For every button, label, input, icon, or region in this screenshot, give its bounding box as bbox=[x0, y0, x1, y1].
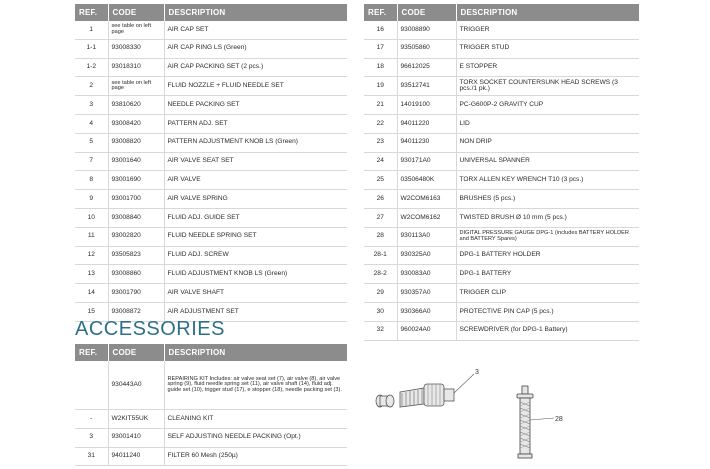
table-row bbox=[75, 152, 347, 171]
code-cell: 94011240 bbox=[108, 447, 164, 466]
description-cell: DPG-1 BATTERY bbox=[456, 265, 639, 284]
ref-cell: 19 bbox=[364, 77, 397, 96]
ref-cell: 24 bbox=[364, 152, 397, 171]
table-row bbox=[364, 246, 639, 265]
ref-cell: 31 bbox=[75, 447, 108, 466]
ref-cell: 1-2 bbox=[75, 58, 108, 77]
code-cell: 94011230 bbox=[397, 133, 456, 152]
ref-cell: 9 bbox=[75, 190, 108, 209]
table-row bbox=[75, 133, 347, 152]
ref-header: REF. bbox=[364, 4, 397, 21]
description-cell: FLUID ADJUSTMENT KNOB LS (Green) bbox=[164, 265, 347, 284]
ref-cell: - bbox=[75, 410, 108, 429]
code-cell: 93008890 bbox=[397, 21, 456, 39]
code-cell: 93505823 bbox=[108, 246, 164, 265]
description-cell: TORX SOCKET COUNTERSUNK HEAD SCREWS (3 pcs./1 pk.) bbox=[456, 77, 639, 96]
ref-cell: 1-1 bbox=[75, 39, 108, 58]
description-cell: FLUID ADJ. SCREW bbox=[164, 246, 347, 265]
ref-cell: 18 bbox=[364, 58, 397, 77]
ref-cell: 11 bbox=[75, 227, 108, 246]
ref-cell: 32 bbox=[364, 321, 397, 340]
ref-header: REF. bbox=[75, 344, 108, 361]
ref-cell: 12 bbox=[75, 246, 108, 265]
table-row bbox=[364, 114, 639, 133]
description-cell: PC-G600P-2 GRAVITY CUP bbox=[456, 96, 639, 115]
code-cell: 930325A0 bbox=[397, 246, 456, 265]
table-row bbox=[364, 321, 639, 340]
accessories-title: ACCESSORIES bbox=[75, 318, 225, 340]
table-row bbox=[75, 246, 347, 265]
code-cell: 93001690 bbox=[108, 171, 164, 190]
description-cell: UNIVERSAL SPANNER bbox=[456, 152, 639, 171]
ref-cell: 2 bbox=[75, 77, 108, 96]
ref-cell: 28 bbox=[364, 227, 397, 246]
table-row bbox=[364, 227, 639, 246]
table-row bbox=[75, 447, 347, 466]
ref-cell: 23 bbox=[364, 133, 397, 152]
code-cell: 930083A0 bbox=[397, 265, 456, 284]
ref-cell bbox=[75, 361, 108, 410]
code-cell: 93002820 bbox=[108, 227, 164, 246]
description-cell: E STOPPER bbox=[456, 58, 639, 77]
description-cell: TWISTED BRUSH Ø 10 mm (5 pcs.) bbox=[456, 208, 639, 227]
code-cell: 93008420 bbox=[108, 114, 164, 133]
table-row bbox=[75, 96, 347, 115]
table-row bbox=[364, 302, 639, 321]
code-cell: 93001410 bbox=[108, 428, 164, 447]
code-cell: W2COM6162 bbox=[397, 208, 456, 227]
code-cell: 93008840 bbox=[108, 208, 164, 227]
ref-cell: 7 bbox=[75, 152, 108, 171]
table-row bbox=[364, 133, 639, 152]
ref-cell: 14 bbox=[75, 284, 108, 303]
description-header: DESCRIPTION bbox=[164, 344, 347, 361]
table-row bbox=[75, 190, 347, 209]
description-header: DESCRIPTION bbox=[164, 4, 347, 21]
table-row bbox=[364, 77, 639, 96]
code-cell: 93008860 bbox=[108, 265, 164, 284]
parts-table-left bbox=[75, 4, 347, 322]
table-row bbox=[75, 361, 347, 410]
code-cell: 960024A0 bbox=[397, 321, 456, 340]
table-row bbox=[364, 152, 639, 171]
ref-header: REF. bbox=[75, 4, 108, 21]
code-cell: 93018310 bbox=[108, 58, 164, 77]
table-row bbox=[75, 77, 347, 96]
code-cell: see table on left page bbox=[108, 21, 164, 39]
ref-cell: 22 bbox=[364, 114, 397, 133]
code-cell: see table on left page bbox=[108, 77, 164, 96]
ref-cell: 10 bbox=[75, 208, 108, 227]
code-header: CODE bbox=[108, 4, 164, 21]
table-row bbox=[364, 171, 639, 190]
description-cell: AIR VALVE bbox=[164, 171, 347, 190]
description-cell: FLUID ADJ. GUIDE SET bbox=[164, 208, 347, 227]
table-row bbox=[364, 39, 639, 58]
table-row bbox=[75, 171, 347, 190]
description-cell: SELF ADJUSTING NEEDLE PACKING (Opt.) bbox=[164, 428, 347, 447]
code-cell: 930366A0 bbox=[397, 302, 456, 321]
ref-cell: 1 bbox=[75, 21, 108, 39]
table-row bbox=[75, 208, 347, 227]
description-cell: REPAIRING KIT Includes: air valve seat set (7), air valve (8), air valve spring (9), fluid needle spring set (11), air valve shaft (14), fluid adj. guide set (10), trigger stud (17), e stopper (18), needle packing set (3). bbox=[164, 361, 347, 410]
code-header: CODE bbox=[397, 4, 456, 21]
table-row bbox=[364, 58, 639, 77]
description-cell: AIR CAP PACKING SET (2 pcs.) bbox=[164, 58, 347, 77]
parts-table-right bbox=[364, 4, 639, 341]
description-cell: DIGITAL PRESSURE GAUGE DPG-1 (includes BATTERY HOLDER and BATTERY Spares) bbox=[456, 227, 639, 246]
description-cell: FLUID NEEDLE SPRING SET bbox=[164, 227, 347, 246]
needle-packing-illustration bbox=[376, 374, 474, 407]
description-cell: DPG-1 BATTERY HOLDER bbox=[456, 246, 639, 265]
description-cell: TORX ALLEN KEY WRENCH T10 (3 pcs.) bbox=[456, 171, 639, 190]
table-row bbox=[75, 265, 347, 284]
ref-cell: 3 bbox=[75, 428, 108, 447]
ref-cell: 25 bbox=[364, 171, 397, 190]
table-row bbox=[75, 21, 347, 39]
description-cell: NEEDLE PACKING SET bbox=[164, 96, 347, 115]
description-cell: AIR VALVE SEAT SET bbox=[164, 152, 347, 171]
ref-cell: 8 bbox=[75, 171, 108, 190]
code-cell: 93008872 bbox=[108, 302, 164, 321]
description-cell: AIR ADJUSTMENT SET bbox=[164, 302, 347, 321]
ref-cell: 27 bbox=[364, 208, 397, 227]
ref-cell: 15 bbox=[75, 302, 108, 321]
code-cell: 930113A0 bbox=[397, 227, 456, 246]
description-header: DESCRIPTION bbox=[456, 4, 639, 21]
code-cell: 14019100 bbox=[397, 96, 456, 115]
code-cell: W2KIT55UK bbox=[108, 410, 164, 429]
description-cell: SCREWDRIVER (for DPG-1 Battery) bbox=[456, 321, 639, 340]
table-row bbox=[364, 265, 639, 284]
description-cell: PROTECTIVE PIN CAP (5 pcs.) bbox=[456, 302, 639, 321]
ref-cell: 16 bbox=[364, 21, 397, 39]
description-cell: TRIGGER CLIP bbox=[456, 284, 639, 303]
description-cell: TRIGGER bbox=[456, 21, 639, 39]
table-row bbox=[75, 284, 347, 303]
code-cell: 96612025 bbox=[397, 58, 456, 77]
description-cell: AIR VALVE SHAFT bbox=[164, 284, 347, 303]
ref-cell: 3 bbox=[75, 96, 108, 115]
description-cell: FILTER 60 Mesh (250µ) bbox=[164, 447, 347, 466]
code-cell: 94011220 bbox=[397, 114, 456, 133]
ref-cell: 13 bbox=[75, 265, 108, 284]
table-header bbox=[364, 4, 639, 21]
ref-cell: 5 bbox=[75, 133, 108, 152]
table-header bbox=[75, 344, 347, 361]
code-cell: 93001790 bbox=[108, 284, 164, 303]
code-cell: 93001700 bbox=[108, 190, 164, 209]
code-header: CODE bbox=[108, 344, 164, 361]
description-cell: AIR VALVE SPRING bbox=[164, 190, 347, 209]
code-cell: 930171A0 bbox=[397, 152, 456, 171]
ref-cell: 4 bbox=[75, 114, 108, 133]
description-cell: AIR CAP RING LS (Green) bbox=[164, 39, 347, 58]
description-cell: AIR CAP SET bbox=[164, 21, 347, 39]
table-row bbox=[75, 114, 347, 133]
ref-cell: 29 bbox=[364, 284, 397, 303]
code-cell: 03506480K bbox=[397, 171, 456, 190]
code-cell: 93008820 bbox=[108, 133, 164, 152]
description-cell: CLEANING KIT bbox=[164, 410, 347, 429]
table-header bbox=[75, 4, 347, 21]
ref-cell: 28-1 bbox=[364, 246, 397, 265]
table-row bbox=[75, 58, 347, 77]
description-cell: TRIGGER STUD bbox=[456, 39, 639, 58]
filter-illustration bbox=[517, 386, 554, 458]
description-cell: LID bbox=[456, 114, 639, 133]
callout-3: 3 bbox=[475, 369, 479, 376]
table-row bbox=[75, 410, 347, 429]
description-cell: PATTERN ADJ. SET bbox=[164, 114, 347, 133]
description-cell: BRUSHES (5 pcs.) bbox=[456, 190, 639, 209]
code-cell: 930443A0 bbox=[108, 361, 164, 410]
description-cell: PATTERN ADJUSTMENT KNOB LS (Green) bbox=[164, 133, 347, 152]
table-row bbox=[364, 284, 639, 303]
ref-cell: 21 bbox=[364, 96, 397, 115]
table-row bbox=[75, 428, 347, 447]
table-row bbox=[364, 208, 639, 227]
code-cell: 93505860 bbox=[397, 39, 456, 58]
description-cell: FLUID NOZZLE + FLUID NEEDLE SET bbox=[164, 77, 347, 96]
description-cell: NON DRIP bbox=[456, 133, 639, 152]
code-cell: 93512741 bbox=[397, 77, 456, 96]
code-cell: W2COM6163 bbox=[397, 190, 456, 209]
ref-cell: 30 bbox=[364, 302, 397, 321]
table-row bbox=[364, 190, 639, 209]
ref-cell: 26 bbox=[364, 190, 397, 209]
table-row bbox=[75, 227, 347, 246]
code-cell: 93008330 bbox=[108, 39, 164, 58]
table-row bbox=[364, 96, 639, 115]
table-row bbox=[364, 21, 639, 39]
code-cell: 930357A0 bbox=[397, 284, 456, 303]
table-row bbox=[75, 39, 347, 58]
parts-illustration bbox=[360, 360, 590, 465]
ref-cell: 28-2 bbox=[364, 265, 397, 284]
ref-cell: 17 bbox=[364, 39, 397, 58]
accessories-table bbox=[75, 344, 347, 466]
code-cell: 93810620 bbox=[108, 96, 164, 115]
callout-28: 28 bbox=[555, 416, 563, 423]
code-cell: 93001640 bbox=[108, 152, 164, 171]
